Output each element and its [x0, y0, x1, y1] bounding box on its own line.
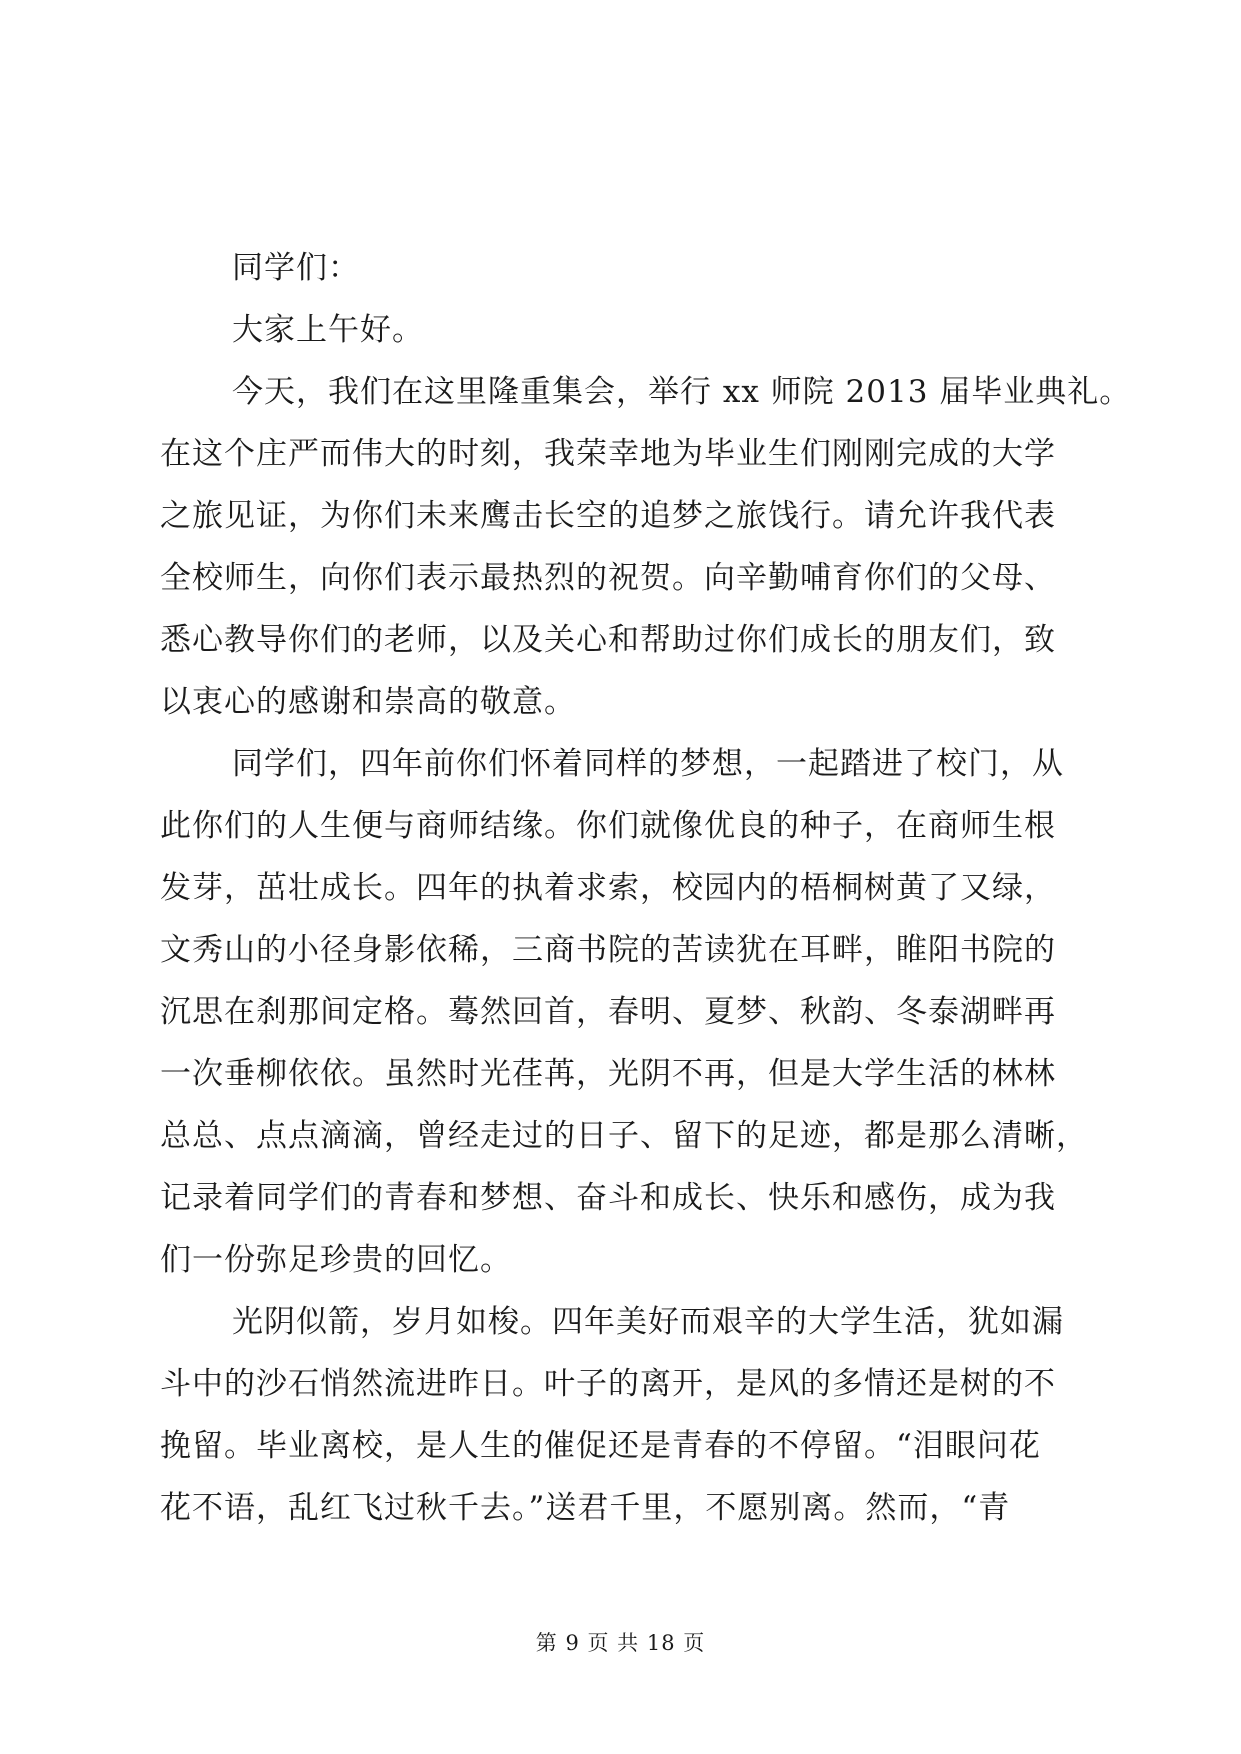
text-line: 同学们：	[232, 250, 360, 286]
text-line: 挽留。毕业离校，是人生的催促还是青春的不停留。“泪眼问花	[160, 1428, 1041, 1464]
text-line: 同学们，四年前你们怀着同样的梦想，一起踏进了校门，从	[232, 746, 1064, 782]
text-line: 以衷心的感谢和崇高的敬意。	[160, 684, 576, 720]
text-line: 光阴似箭，岁月如梭。四年美好而艰辛的大学生活，犹如漏	[232, 1304, 1064, 1340]
text-line: 全校师生，向你们表示最热烈的祝贺。向辛勤哺育你们的父母、	[160, 560, 1056, 596]
text-line: 发芽，茁壮成长。四年的执着求索，校园内的梧桐树黄了又绿，	[160, 870, 1056, 906]
text-line: 此你们的人生便与商师结缘。你们就像优良的种子，在商师生根	[160, 808, 1056, 844]
text-line: 一次垂柳依依。虽然时光荏苒，光阴不再，但是大学生活的林林	[160, 1056, 1056, 1092]
text-line: 今天，我们在这里隆重集会，举行 xx 师院 2013 届毕业典礼。	[232, 374, 1132, 410]
text-line: 沉思在刹那间定格。蓦然回首，春明、夏梦、秋韵、冬泰湖畔再	[160, 994, 1056, 1030]
text-line: 们一份弥足珍贵的回忆。	[160, 1242, 512, 1278]
text-line: 文秀山的小径身影依稀，三商书院的苦读犹在耳畔，睢阳书院的	[160, 932, 1056, 968]
text-line: 斗中的沙石悄然流进昨日。叶子的离开，是风的多情还是树的不	[160, 1366, 1056, 1402]
text-line: 之旅见证，为你们未来鹰击长空的追梦之旅饯行。请允许我代表	[160, 498, 1056, 534]
text-line: 在这个庄严而伟大的时刻，我荣幸地为毕业生们刚刚完成的大学	[160, 436, 1056, 472]
text-line: 总总、点点滴滴，曾经走过的日子、留下的足迹，都是那么清晰，	[160, 1118, 1088, 1154]
text-line: 大家上午好。	[232, 312, 424, 348]
page-footer: 第 9 页 共 18 页	[535, 1631, 706, 1655]
text-line: 记录着同学们的青春和梦想、奋斗和成长、快乐和感伤，成为我	[160, 1180, 1056, 1216]
text-line: 悉心教导你们的老师，以及关心和帮助过你们成长的朋友们，致	[160, 622, 1056, 658]
document-body	[160, 237, 1132, 1539]
text-line: 花不语，乱红飞过秋千去。”送君千里，不愿别离。然而，“青	[160, 1490, 1011, 1526]
